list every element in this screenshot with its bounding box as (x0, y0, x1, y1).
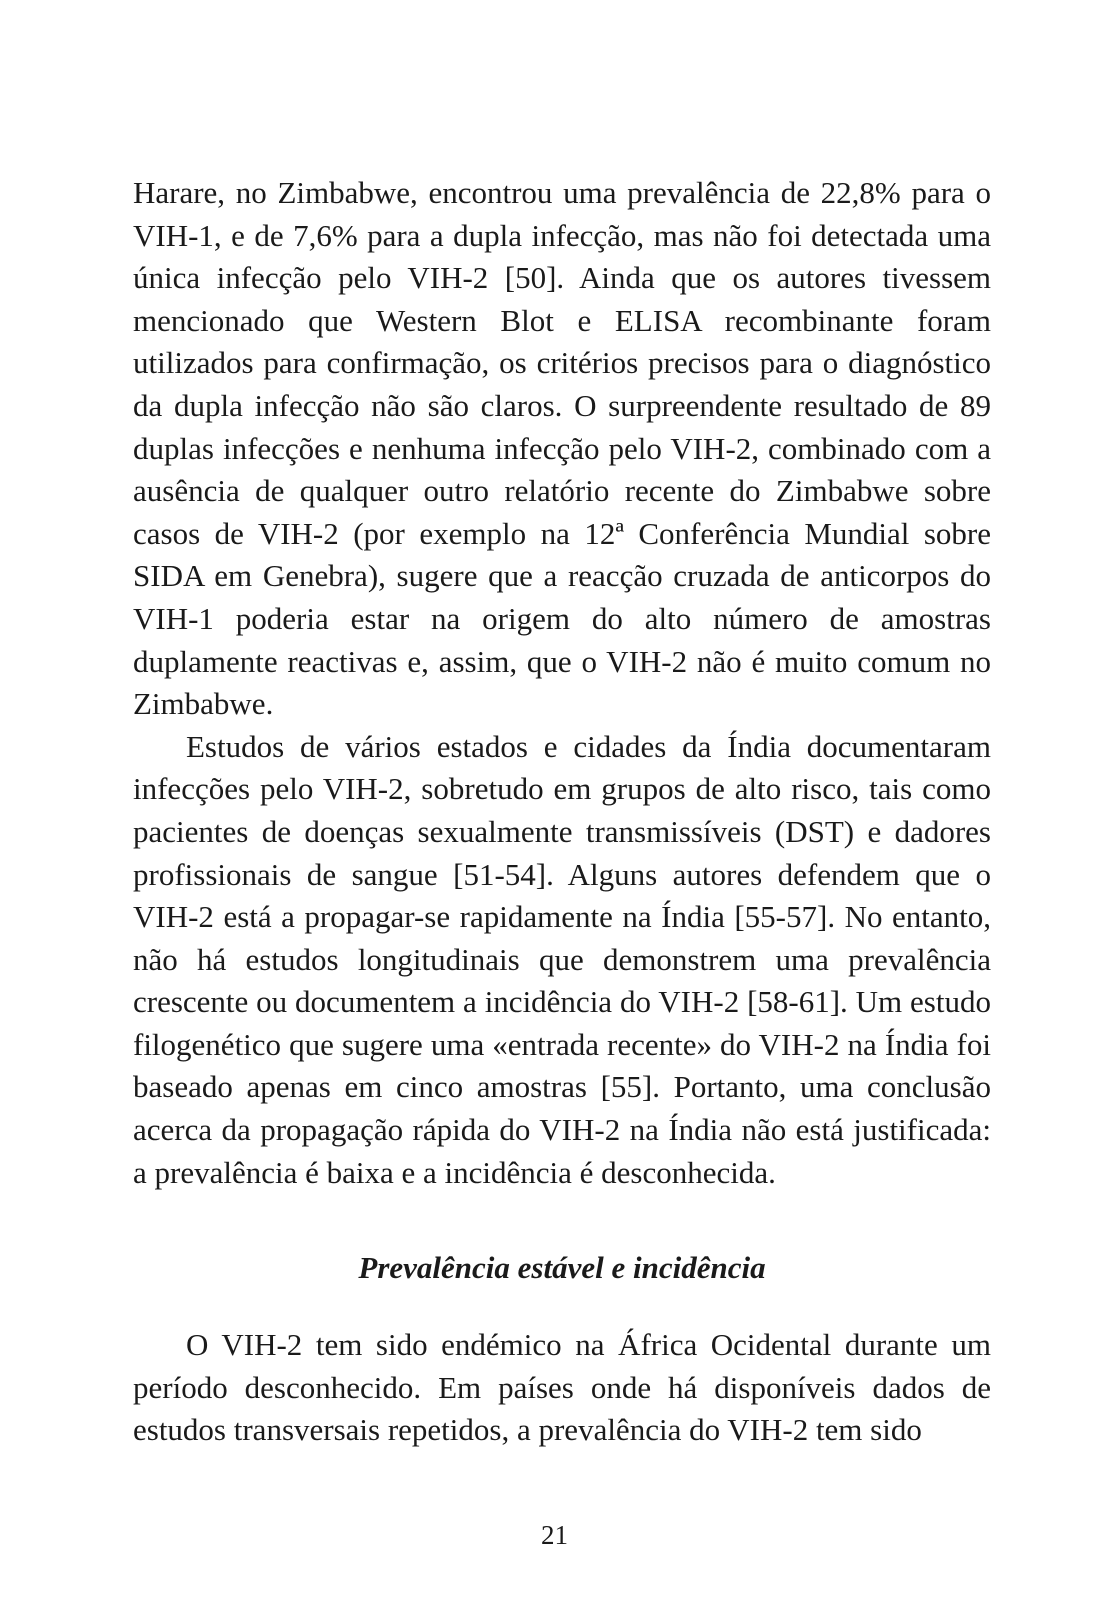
paragraph-harare-zimbabwe: Harare, no Zimbabwe, encontrou uma prevalência de 22,8% para o VIH-1, e de 7,6% para a dupla infecção, mas não foi detectada uma única infecção pelo VIH-2 [50]. Ainda que os autores tivessem mencionado que Western Blot e ELISA recombinante foram utilizados para confirmação, os critérios precisos para o diagnóstico da dupla infecção não são claros. O surpreendente resultado de 89 duplas infecções e nenhuma infecção pelo VIH-2, combinado com a ausência de qualquer outro relatório recente do Zimbabwe sobre casos de VIH-2 (por exemplo na 12ª Conferência Mundial sobre SIDA em Genebra), sugere que a reacção cruzada de anticorpos do VIH-1 poderia estar na origem do alto número de amostras duplamente reactivas e, assim, que o VIH-2 não é muito comum no Zimbabwe. (133, 175, 991, 722)
body-text-bottom (133, 1324, 991, 1452)
paragraph-west-africa: O VIH-2 tem sido endémico na África Ocidental durante um período desconhecido. Em países onde há disponíveis dados de estudos transversais repetidos, a prevalência do VIH-2 tem sido (133, 1327, 991, 1448)
paragraph-india-studies: Estudos de vários estados e cidades da Índia documentaram infecções pelo VIH-2, sobretudo em grupos de alto risco, tais como pacientes de doenças sexualmente transmissíveis (DST) e dadores profissionais de sangue [51-54]. Alguns autores defendem que o VIH-2 está a propagar-se rapidamente na Índia [55-57]. No entanto, não há estudos longitudinais que demonstrem uma prevalência crescente ou documentem a incidência do VIH-2 [58-61]. Um estudo filogenético que sugere uma «entrada recente» do VIH-2 na Índia foi baseado apenas em cinco amostras [55]. Portanto, uma conclusão acerca da propagação rápida do VIH-2 na Índia não está justificada: a prevalência é baixa e a incidência é desconhecida. (133, 728, 991, 1190)
page-number: 21 (541, 1520, 568, 1550)
body-text-top (133, 172, 991, 1194)
section-heading: Prevalência estável e incidência (358, 1250, 766, 1285)
